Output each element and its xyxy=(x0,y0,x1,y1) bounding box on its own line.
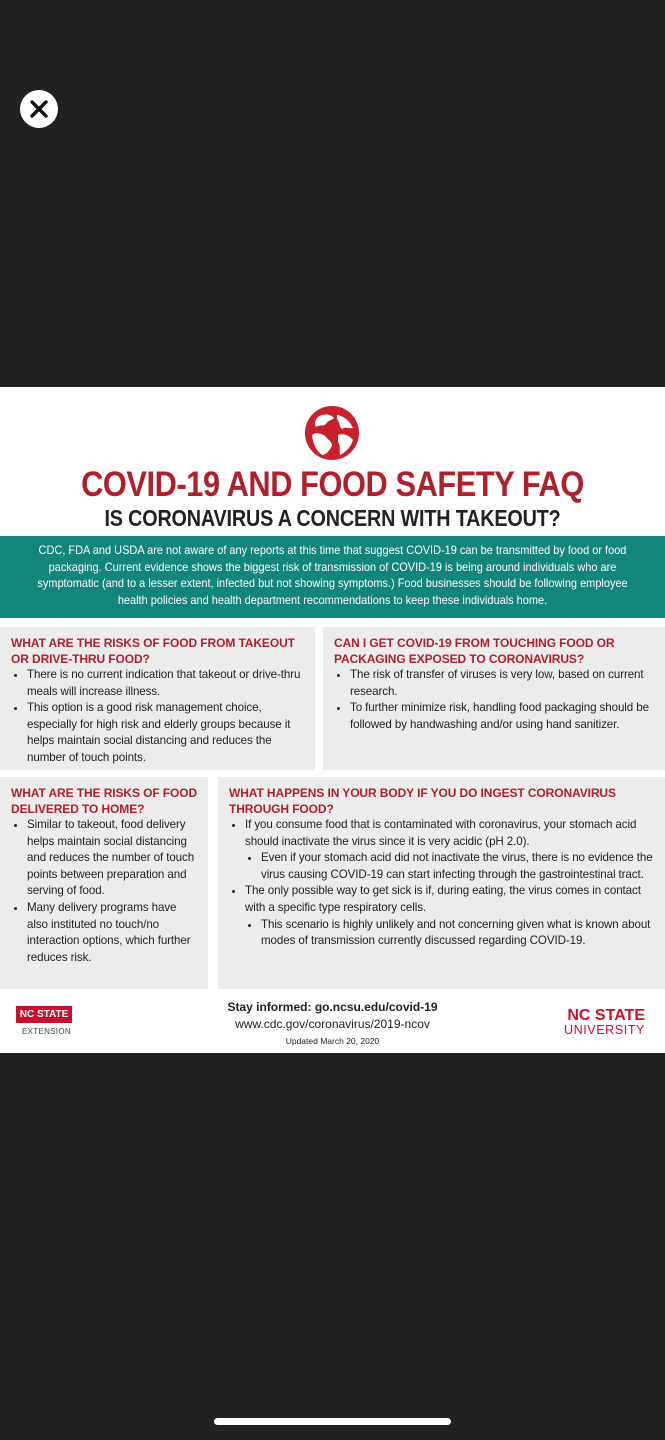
faq-bullet: • Many delivery programs have also instituted no touch/no interaction options, which further reduces risk. xyxy=(27,900,200,966)
faq-takeout xyxy=(0,627,315,770)
faq-bullet: • Similar to takeout, food delivery helps maintain social distancing and reduces the number of touch points between preparation and serving of food. xyxy=(27,817,200,900)
faq-bullet: • This option is a good risk management choice, especially for high risk and elderly groups because it helps maintain social distancing and reduces the number of touch points. xyxy=(27,700,307,766)
intro-banner xyxy=(0,536,665,618)
close-icon xyxy=(29,99,49,119)
faq-delivery xyxy=(0,777,208,989)
faq-sub-bullet: • Even if your stomach acid did not inactivate the virus, there is no evidence the virus causing COVID-19 can start infecting through the gastrointestinal tract. xyxy=(261,850,657,883)
stay-informed-text: Stay informed: go.ncsu.edu/covid-19 xyxy=(227,1000,438,1014)
university-logo-sub: UNIVERSITY xyxy=(563,1023,645,1037)
nc-state-extension-logo: NC STATE xyxy=(16,1006,72,1023)
cdc-link-text: www.cdc.gov/coronavirus/2019-ncov xyxy=(235,1017,430,1031)
faq-bullet: • To further minimize risk, handling food packaging should be followed by handwashing and/or using hand sanitizer. xyxy=(350,700,657,733)
globe-icon xyxy=(304,405,360,461)
faq-packaging xyxy=(323,627,665,770)
nc-state-university-logo xyxy=(564,1008,645,1037)
faq-bullet: • The risk of transfer of viruses is very low, based on current research. xyxy=(350,667,657,700)
faq-bullet: • The only possible way to get sick is if, during eating, the virus comes in contact with a specific type respiratory cells. xyxy=(245,883,657,916)
home-indicator[interactable] xyxy=(214,1418,451,1425)
poster-title: COVID-19 AND FOOD SAFETY FAQ xyxy=(81,465,584,504)
faq-heading: WHAT ARE THE RISKS OF FOOD FROM TAKEOUT OR DRIVE-THRU FOOD? xyxy=(11,636,295,666)
close-button[interactable] xyxy=(20,90,58,128)
updated-date: Updated March 20, 2020 xyxy=(285,1036,380,1046)
footer-links xyxy=(190,999,475,1048)
faq-bullet: • If you consume food that is contaminated with coronavirus, your stomach acid should inactivate the virus since it is very acidic (pH 2.0). xyxy=(245,817,657,850)
faq-poster-image xyxy=(0,387,665,1053)
faq-ingest xyxy=(218,777,665,989)
intro-text: CDC, FDA and USDA are not aware of any reports at this time that suggest COVID-19 can be transmitted by food or food packaging. Current evidence shows the biggest risk of transmission of COVID-19 is being around individuals who are symptomatic (and to a lesser extent, infected but not showing symptoms.) Food businesses should be following employee health policies and health department recommendations to keep these individuals home. xyxy=(37,543,628,607)
faq-heading: CAN I GET COVID-19 FROM TOUCHING FOOD OR PACKAGING EXPOSED TO CORONAVIRUS? xyxy=(334,636,615,666)
university-logo-main: NC STATE xyxy=(567,1007,645,1024)
faq-bullet: • There is no current indication that takeout or drive-thru meals will increase illness. xyxy=(27,667,307,700)
faq-heading: WHAT HAPPENS IN YOUR BODY IF YOU DO INGEST CORONAVIRUS THROUGH FOOD? xyxy=(229,786,616,816)
poster-subtitle: IS CORONAVIRUS A CONCERN WITH TAKEOUT? xyxy=(104,505,561,531)
extension-label: EXTENSION xyxy=(22,1027,71,1036)
faq-heading: WHAT ARE THE RISKS OF FOOD DELIVERED TO HOME? xyxy=(11,786,198,816)
faq-sub-bullet: • This scenario is highly unlikely and not concerning given what is known about modes of transmission currently discussed regarding COVID-19. xyxy=(261,917,657,950)
